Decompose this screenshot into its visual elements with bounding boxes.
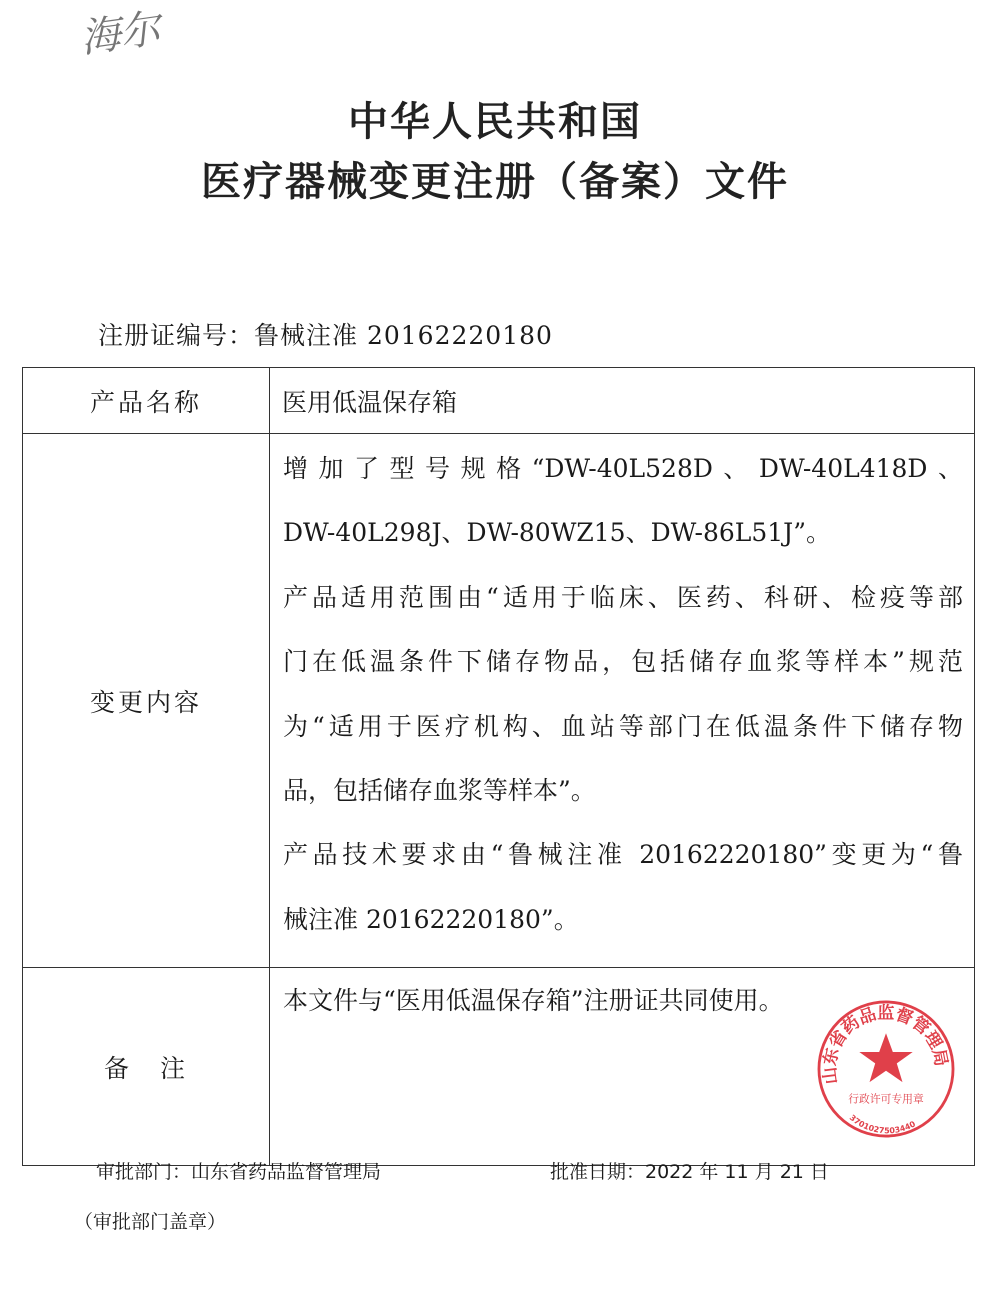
row-label: 产品名称 xyxy=(23,368,270,434)
table-row xyxy=(23,368,975,434)
approval-date: 批准日期：2022 年 11 月 21 日 xyxy=(550,1161,829,1183)
document-title-line2: 医疗器械变更注册（备案）文件 xyxy=(201,159,789,205)
seal-number: 3701027503440 xyxy=(847,1113,917,1136)
seal-bottom-text: 行政许可专用章 xyxy=(848,1092,924,1106)
approval-department: 审批部门：山东省药品监督管理局 xyxy=(96,1161,382,1183)
content-line: 增加了型号规格“DW-40L528D、DW-40L418D、 xyxy=(283,454,963,483)
seal-note: （审批部门盖章） xyxy=(74,1211,227,1233)
content-line: 械注准 20162220180”。 xyxy=(283,904,579,934)
product-name: 医用低温保存箱 xyxy=(270,368,975,434)
content-line: 门在低温条件下储存物品，包括储存血浆等样本”规范 xyxy=(283,647,963,677)
content-line: 品，包括储存血浆等样本”。 xyxy=(283,775,596,805)
registration-number: 注册证编号：鲁械注准 20162220180 xyxy=(98,321,553,350)
handwritten-note: 海尔 xyxy=(77,5,164,63)
change-content xyxy=(270,434,975,968)
content-line: 产品适用范围由“适用于临床、医药、科研、检疫等部 xyxy=(283,582,963,612)
content-line: 为“适用于医疗机构、血站等部门在低温条件下储存物 xyxy=(283,711,963,741)
star-icon xyxy=(859,1033,912,1082)
content-line: 产品技术要求由“鲁械注准 20162220180”变更为“鲁 xyxy=(283,840,963,870)
row-label: 变更内容 xyxy=(23,434,270,968)
row-label: 备 注 xyxy=(23,968,270,1166)
content-line: DW-40L298J、DW-80WZ15、DW-86L51J”。 xyxy=(283,518,831,548)
table-row xyxy=(23,434,975,968)
seal-top-text: 山东省药品监督管理局 xyxy=(819,1003,951,1086)
remarks-text: 本文件与“医用低温保存箱”注册证共同使用。 xyxy=(283,986,784,1016)
official-seal xyxy=(815,998,957,1140)
document-title-line1: 中华人民共和国 xyxy=(348,99,642,145)
